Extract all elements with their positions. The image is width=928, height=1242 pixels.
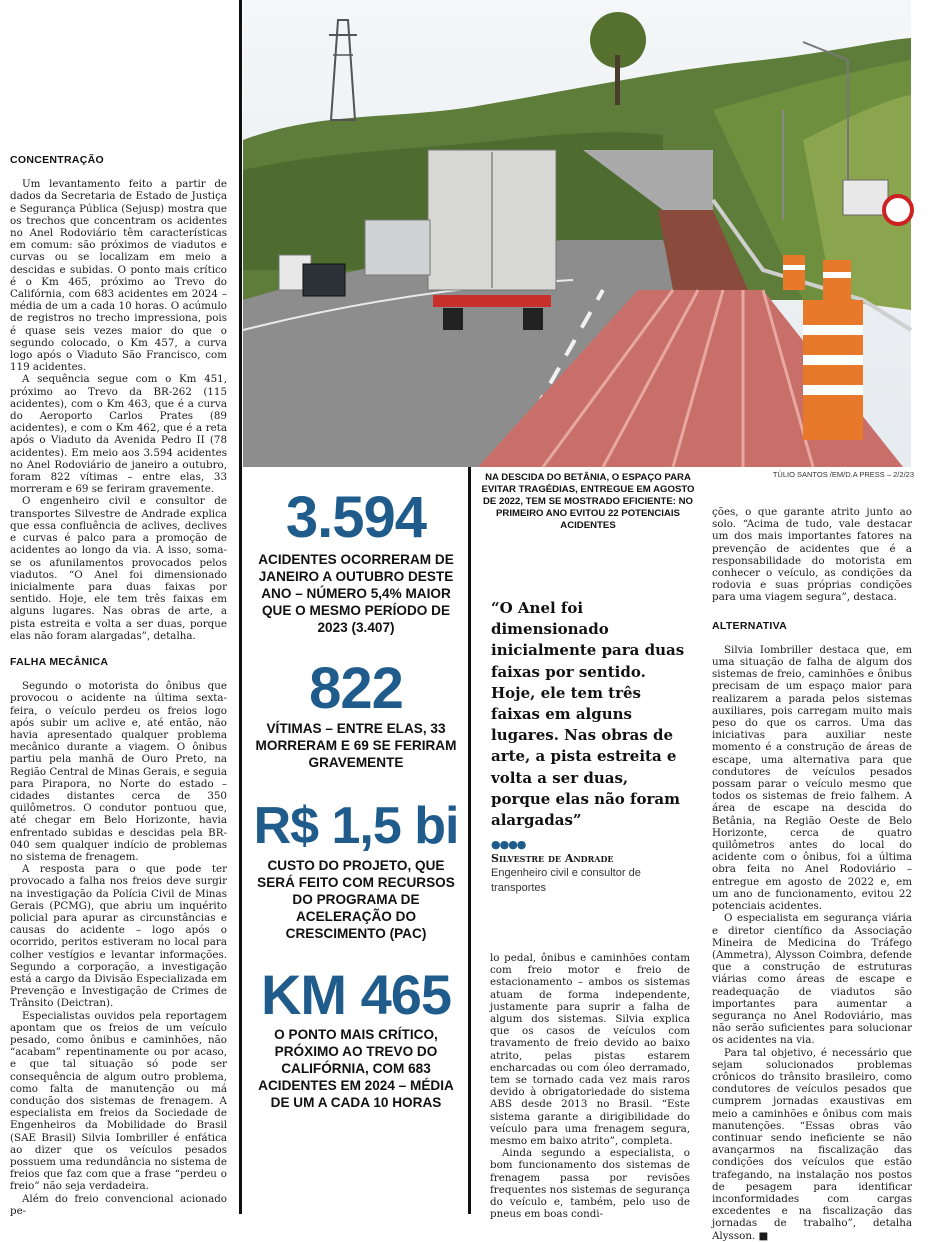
quote-dots: ●●●● xyxy=(491,838,526,851)
stat-text-cost: CUSTO DO PROJETO, QUE SERÁ FEITO COM RECURSOS DO PROGRAMA DE ACELERAÇÃO DO CRESCIMENTO (PAC) xyxy=(257,858,455,941)
stat-number-victims: 822 xyxy=(309,656,403,721)
right-column xyxy=(712,506,912,1242)
truck xyxy=(428,150,556,330)
column-rule-left xyxy=(239,0,242,1214)
paragraph: O engenheiro civil e consultor de transportes Silvestre de Andrade explica que essa confluência de aclives, declives e curvas é palco para a promoção de acidentes ao longo da via. A isso, soma-se os afunilamentos provocados pelos viadutos. “O Anel foi dimensionado inicialmente para duas faixas por sentido. Hoje, ele tem três faixas em alguns lugares. Nas obras de arte, a pista estreita e volta a ser duas, porque elas não foram alargadas”, detalha. xyxy=(10,495,227,642)
section-title-falha-mecanica: FALHA MECÂNICA xyxy=(10,655,109,668)
paragraph: Um levantamento feito a partir de dados da Secretaria de Estado de Justiça e Segurança Pública (Sejusp) mostra que os trechos que concentram os acidentes no Anel Rodoviário têm características em comum: são próximos de viadutos e curvas ou se localizam em meio a descidas e subidas. O ponto mais crítico é o Km 465, próximo ao Trevo do Califórnia, com 683 acidentes em 2024 – média de um a cada 10 horas. O acúmulo de registros no trecho impressiona, pois é quase seis vezes maior do que o segundo colocado, o Km 457, a curva logo após o Viaduto São Francisco, com 119 acidentes. xyxy=(10,178,227,374)
paragraph: Para tal objetivo, é necessário que sejam solucionados problemas crônicos do trânsito brasileiro, como condutores de veículos pesados que cumprem jornadas exaustivas em meio a caminhões e ônibus com mais manutenções. “Essas obras vão continuar sendo ineficiente se não avançarmos na fiscalização das condições dos veículos que estão trafegando, na instalação nos postos de pesagem para identificar inconformidades com cargas excedentes e na fiscalização das jornadas de trabalho”, detalha Alysson. ■ xyxy=(712,1046,912,1242)
stat-number-cost: R$ 1,5 bi xyxy=(253,797,459,855)
pull-quote: “O Anel foi dimensionado inicialmente para duas faixas por sentido. Hoje, ele tem três faixas em alguns lugares. Nas obras de arte, a pista estreita e volta a ser duas, porque elas não foram alargadas” xyxy=(491,599,685,830)
paragraph: O especialista em segurança viária e diretor científico da Associação Mineira de Medicina do Tráfego (Ammetra), Alysson Coimbra, defende que a construção de estruturas viárias como áreas de escape e readequação de viadutos são importantes para aumentar a segurança no Anel Rodoviário, mas não serão suficientes para solucionar os acidentes na via. xyxy=(712,912,912,1047)
escape-ramp-illustration xyxy=(243,0,911,467)
stat-number-km: KM 465 xyxy=(260,963,452,1026)
paragraph: Além do freio convencional acionado pe- xyxy=(10,1192,227,1217)
stat-text-victims: VÍTIMAS – ENTRE ELAS, 33 MORRERAM E 69 SE FERIRAM GRAVEMENTE xyxy=(255,721,457,770)
stat-text-km: O PONTO MAIS CRÍTICO, PRÓXIMO AO TREVO DO CALIFÓRNIA, COM 683 ACIDENTES EM 2024 – MÉDIA DE UM A CADA 10 HORAS xyxy=(258,1027,454,1110)
paragraph: Segundo o motorista do ônibus que provocou o acidente na última sexta-feira, o veículo perdeu os freios logo após subir um aclive e, até então, não havia apresentado qualquer problema mecânico durante a viagem. O ônibus partiu pela manhã de Ouro Preto, na Região Central de Minas Gerais, e seguia para Pirapora, no Norte do estado – cidades distantes cerca de 350 quilômetros. O condutor pontuou que, até chegar em Belo Horizonte, havia enfrentado subidas e descidas pela BR-040 sem qualquer indício de problemas no sistema de frenagem. xyxy=(10,680,227,863)
section-title-concentracao: CONCENTRAÇÃO xyxy=(10,154,105,166)
photo-credit: TÚLIO SANTOS /EM/D.A PRESS – 2/2/23 xyxy=(772,470,914,479)
paragraph: A resposta para o que pode ter provocado a falha nos freios deve surgir na investigação da Polícia Civil de Minas Gerais (PCMG), que abriu um inquérito policial para apurar as circunstâncias e causas do acidente – logo após o ocorrido, peritos estiveram no local para colher vestígios e levantar informações. Segundo a corporação, a investigação está a cargo da Divisão Especializada em Prevenção e Investigação de Crimes de Trânsito (Deictran). xyxy=(10,863,227,1010)
paragraph: Silvia Iombriller destaca que, em uma situação de falha de algum dos sistemas de freio, caminhões e ônibus precisam de um espaço maior para realizarem a parada pelos sistemas auxiliares, pois carregam muito mais peso do que os carros. Uma das iniciativas para auxiliar neste momento é a construção de áreas de escape, uma alternativa para que condutores de veículos pesados possam parar o veículo mesmo que todos os sistemas de freio falhem. A área de escape na descida do Betânia, na Região Oeste de Belo Horizonte, cerca de quatro quilômetros antes do local do acidente com o ônibus, foi a última obra feita no Anel Rodoviário – entregue em agosto de 2022 e, em um ano de funcionamento, evitou 22 potenciais acidentes. xyxy=(712,643,912,913)
paragraph: lo pedal, ônibus e caminhões contam com freio motor e freio de estacionamento – ambos os sistemas atuam de forma independente, justamente para suprir a falha de algum dos sistemas. Silvia explica que os casos de veículos com travamento de freio devido ao baixo atrito, pelas pistas estarem encharcadas ou com óleo derramado, tem se tornado cada vez mais raros devido à obrigatoriedade do sistema ABS desde 2013 no Brasil. “Este sistema garante a dirigibilidade do veículo para uma frenagem segura, mesmo em baixo atrito”, completa. xyxy=(490,952,690,1148)
left-column xyxy=(10,154,227,1217)
road-photo xyxy=(243,0,911,467)
column-rule-middle xyxy=(468,467,471,1214)
stat-number-accidents: 3.594 xyxy=(285,485,427,550)
paragraph: A sequência segue com o Km 451, próximo ao Trevo da BR-262 (115 acidentes), com o Km 463, que é a curva do Aeroporto Carlos Prates (89 acidentes), e com o Km 462, que é a reta após o Viaduto da Avenida Pedro II (78 acidentes). Em meio aos 3.594 acidentes no Anel Rodoviário de janeiro a outubro, foram 822 vítimas – entre elas, 33 morreram e 69 se feriram gravemente. xyxy=(10,373,227,496)
middle-column xyxy=(490,952,690,1220)
paragraph: Especialistas ouvidos pela reportagem apontam que os freios de um veículo pesado, como ônibus e caminhões, não “acabam” repentinamente ou por acaso, e que tal situação só pode ser consequência de algum outro problema, como falta de manutenção ou má condução dos sistemas de frenagem. A especialista em freios da Sociedade de Engenheiros da Mobilidade do Brasil (SAE Brasil) Silvia Iombriller é enfática ao dizer que os veículos pesados possuem uma redundância no sistema de freios que faz com que a frase “perdeu o freio” não seja verdadeira. xyxy=(10,1009,227,1193)
quote-author-role: Engenheiro civil e consultor de transportes xyxy=(491,867,641,894)
paragraph: ções, o que garante atrito junto ao solo. “Acima de tudo, vale destacar um dos mais importantes fatores na prevenção de acidentes que é a responsabilidade do motorista em conhecer o veículo, as condições da rodovia e suas próprias condições para uma viagem segura”, destaca. xyxy=(712,506,912,604)
stat-text-accidents: ACIDENTES OCORRERAM DE JANEIRO A OUTUBRO DESTE ANO – NÚMERO 5,4% MAIOR QUE O MESMO PERÍODO DE 2023 (3.407) xyxy=(258,552,454,635)
section-title-alternativa: ALTERNATIVA xyxy=(712,619,788,632)
photo-caption: NA DESCIDA DO BETÂNIA, O ESPAÇO PARA EVITAR TRAGÉDIAS, ENTREGUE EM AGOSTO DE 2022, TEM SE MOSTRADO EFICIENTE: NO PRIMEIRO ANO EVITOU 22 POTENCIAIS ACIDENTES xyxy=(481,472,695,531)
quote-author: Silvestre de Andrade xyxy=(491,852,614,865)
stats-panel xyxy=(250,485,462,1111)
paragraph: Ainda segundo a especialista, o bom funcionamento dos sistemas de frenagem passa por revisões frequentes nos sistemas de segurança do veículo e, também, pelo uso de pneus em boas condi- xyxy=(490,1147,690,1221)
